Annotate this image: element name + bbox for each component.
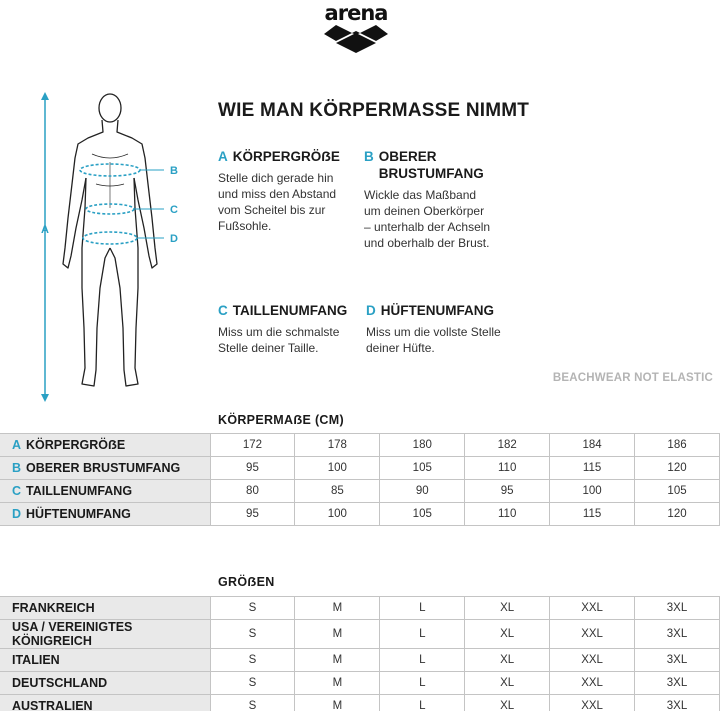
measure-text-line: Stelle dich gerade hin (218, 171, 334, 185)
table-cell: 110 (465, 503, 550, 526)
measure-a-block (218, 148, 368, 234)
row-label (0, 434, 210, 457)
table-cell: 105 (635, 480, 720, 503)
table-cell: S (210, 695, 295, 711)
measure-name: OBERER (378, 149, 437, 164)
diamond-mark-icon (324, 25, 388, 53)
table-cell: 178 (295, 434, 380, 457)
row-label: FRANKREICH (0, 597, 210, 620)
table-cell: M (295, 672, 380, 695)
table-cell: S (210, 672, 295, 695)
table-cell: 3XL (635, 672, 720, 695)
row-letter: A (12, 438, 22, 452)
table-cell: 186 (635, 434, 720, 457)
label-b: B (170, 165, 178, 177)
table-cell: XL (465, 597, 550, 620)
measure-text-line: Wickle das Maßband (364, 188, 477, 202)
table-cell: XXL (550, 649, 635, 672)
table-cell: L (380, 620, 465, 649)
label-c: C (170, 204, 178, 216)
table-cell: 3XL (635, 597, 720, 620)
label-a: A (41, 224, 49, 236)
measure-text-line: Miss um die schmalste (218, 325, 340, 339)
measure-text-line: und oberhalb der Brust. (364, 236, 490, 250)
measure-letter: B (364, 149, 374, 164)
table-row (0, 649, 720, 672)
row-letter: C (12, 484, 22, 498)
table-cell: 182 (465, 434, 550, 457)
row-letter: B (12, 461, 22, 475)
label-d: D (170, 233, 178, 245)
measure-c-block (218, 302, 368, 356)
table-cell: M (295, 695, 380, 711)
row-label-text: TAILLENUMFANG (26, 484, 133, 498)
measure-letter: D (366, 303, 376, 318)
logo-wordmark: arena (324, 1, 388, 25)
table-cell: L (380, 672, 465, 695)
table-cell: XXL (550, 672, 635, 695)
measure-b-block (364, 148, 514, 251)
table-cell: 110 (465, 457, 550, 480)
measure-text-line: Miss um die vollste Stelle (366, 325, 501, 339)
row-label (0, 457, 210, 480)
row-letter: D (12, 507, 22, 521)
table-cell: S (210, 649, 295, 672)
table-row (0, 480, 720, 503)
body-measure-table (0, 433, 720, 526)
measure-name: HÜFTENUMFANG (380, 303, 494, 318)
table-cell: S (210, 620, 295, 649)
table-cell: XXL (550, 597, 635, 620)
table-cell: 3XL (635, 695, 720, 711)
row-label: AUSTRALIEN (0, 695, 210, 711)
measure-text-line: um deinen Oberkörper (364, 204, 485, 218)
table-cell: 120 (635, 503, 720, 526)
row-label-text: OBERER BRUSTUMFANG (26, 461, 181, 475)
measure-name: TAILLENUMFANG (232, 303, 348, 318)
arena-logo (320, 2, 392, 54)
table-row (0, 434, 720, 457)
table-cell: 172 (210, 434, 295, 457)
measure-text-line: vom Scheitel bis zur (218, 203, 326, 217)
measure-letter: A (218, 149, 228, 164)
table-cell: 100 (295, 503, 380, 526)
height-arrow-icon (41, 92, 49, 402)
table-cell: 80 (210, 480, 295, 503)
table-cell: 105 (380, 503, 465, 526)
table-cell: 95 (210, 503, 295, 526)
measure-name: KÖRPERGRÖẞE (232, 149, 340, 164)
table-cell: 85 (295, 480, 380, 503)
table-cell: XL (465, 649, 550, 672)
table-cell: 120 (635, 457, 720, 480)
table-row (0, 457, 720, 480)
table-row (0, 695, 720, 711)
table-cell: 100 (295, 457, 380, 480)
table-cell: M (295, 649, 380, 672)
table-cell: 100 (550, 480, 635, 503)
table-cell: 90 (380, 480, 465, 503)
table-cell: 180 (380, 434, 465, 457)
row-label: USA / VEREINIGTES KÖNIGREICH (0, 620, 210, 649)
table-cell: 3XL (635, 649, 720, 672)
table-cell: 115 (550, 503, 635, 526)
table-cell: L (380, 695, 465, 711)
body-figure (30, 88, 190, 408)
table-row (0, 597, 720, 620)
size-table-title: GRÖẞEN (218, 575, 275, 589)
measure-text-line: und miss den Abstand (218, 187, 337, 201)
page-title: WIE MAN KÖRPERMASSE NIMMT (218, 100, 530, 121)
row-label: DEUTSCHLAND (0, 672, 210, 695)
hip-band-icon (83, 232, 137, 244)
row-label (0, 480, 210, 503)
row-label-text: KÖRPERGRÖẞE (26, 438, 126, 452)
measure-text-line: – unterhalb der Achseln (364, 220, 491, 234)
table-cell: XXL (550, 695, 635, 711)
table-cell: XL (465, 620, 550, 649)
table-cell: XL (465, 695, 550, 711)
table-row (0, 620, 720, 649)
table-cell: XL (465, 672, 550, 695)
measure-d-block (366, 302, 526, 356)
table-cell: 3XL (635, 620, 720, 649)
table-cell: S (210, 597, 295, 620)
measure-letter: C (218, 303, 228, 318)
measure-text-line: Stelle deiner Taille. (218, 341, 319, 355)
size-conversion-table (0, 596, 720, 711)
row-label-text: HÜFTENUMFANG (26, 507, 131, 521)
table-cell: L (380, 649, 465, 672)
measure-text-line: Fußsohle. (218, 219, 272, 233)
table-cell: 95 (210, 457, 295, 480)
row-label: ITALIEN (0, 649, 210, 672)
table-cell: 184 (550, 434, 635, 457)
measure-name: BRUSTUMFANG (378, 166, 484, 181)
body-table-title: KÖRPERMAẞE (CM) (218, 413, 344, 427)
table-cell: 105 (380, 457, 465, 480)
elasticity-note: BEACHWEAR NOT ELASTIC (552, 372, 713, 384)
table-row (0, 672, 720, 695)
table-cell: 95 (465, 480, 550, 503)
table-cell: L (380, 597, 465, 620)
table-cell: 115 (550, 457, 635, 480)
measure-text-line: deiner Hüfte. (366, 341, 435, 355)
table-cell: M (295, 620, 380, 649)
row-label (0, 503, 210, 526)
table-row (0, 503, 720, 526)
table-cell: XXL (550, 620, 635, 649)
table-cell: M (295, 597, 380, 620)
